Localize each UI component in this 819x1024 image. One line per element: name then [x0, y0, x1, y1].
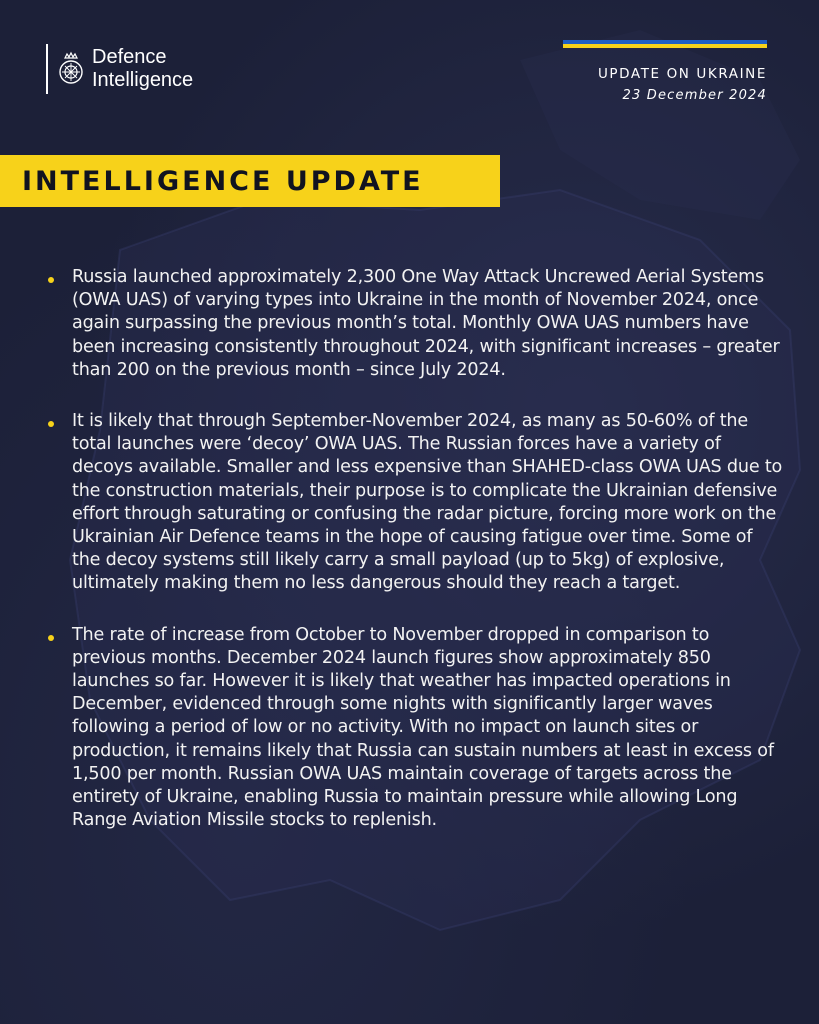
paragraph-text: Russia launched approximately 2,300 One Way Attack Uncrewed Aerial Systems (OWA UAS) of varying types into Ukraine in the month of November 2024, once again surpassing the previous month’s total. Monthly OWA UAS numbers have been increasing consistently throughout 2024, with significant increases – greater than 200 on the previous month – since July 2024. — [72, 267, 780, 380]
bullet-icon — [48, 635, 54, 641]
list-item — [44, 266, 784, 382]
update-date: 23 December 2024 — [622, 88, 767, 103]
list-item — [44, 624, 784, 833]
brand-name-line2: Intelligence — [92, 69, 194, 91]
page-title: INTELLIGENCE UPDATE — [22, 165, 424, 197]
paragraph-text: The rate of increase from October to November dropped in comparison to previous months. December 2024 launch figures show approximately 850 launches so far. However it is likely that weather has impacted operations in December, evidenced through some nights with significantly larger waves following a period of low or no activity. With no impact on launch sites or production, it remains likely that Russia can sustain numbers at least in excess of 1,500 per month. Russian OWA UAS maintain coverage of targets across the entirety of Ukraine, enabling Russia to maintain pressure while allowing Long Range Aviation Missile stocks to replenish. — [72, 624, 774, 831]
content-body — [44, 266, 784, 860]
brand-name-line1: Defence — [92, 46, 167, 68]
bullet-icon — [48, 421, 54, 427]
flag-stripe-yellow — [563, 44, 767, 48]
list-item — [44, 410, 784, 596]
bullet-icon — [48, 277, 54, 283]
update-label: UPDATE ON UKRAINE — [597, 66, 767, 82]
brand-logo — [46, 44, 193, 94]
crest-icon — [56, 51, 86, 87]
update-header — [563, 40, 767, 103]
title-banner — [0, 155, 500, 207]
logo-divider — [46, 44, 48, 94]
paragraph-text: It is likely that through September-November 2024, as many as 50-60% of the total launches were ‘decoy’ OWA UAS. The Russian forces have a variety of decoys available. Smaller and less expensive than SHAHED-class OWA UAS due to the construction materials, their purpose is to complicate the Ukrainian defensive effort through saturating or confusing the radar picture, forcing more work on the Ukrainian Air Defence teams in the hope of causing fatigue over time. Some of the decoy systems still likely carry a small payload (up to 5kg) of explosive, ultimately making them no less dangerous should they reach a target. — [72, 411, 783, 594]
